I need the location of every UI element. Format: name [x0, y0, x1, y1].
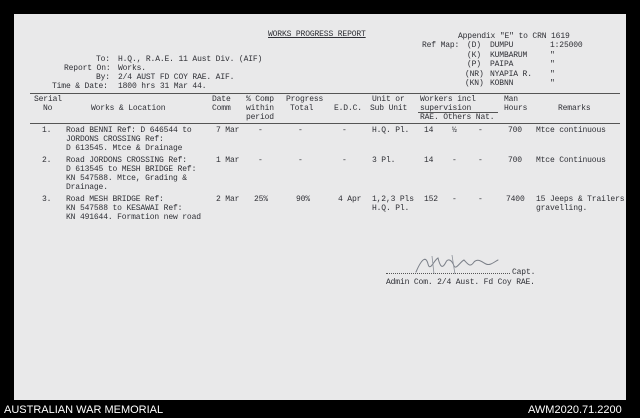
header-workers-sub: RAE. Others Nat.	[420, 113, 495, 122]
table-row-serial: 2.	[42, 156, 52, 165]
header-workers: Workers incl	[420, 95, 476, 104]
table-row-works: D 613545. Mtce & Drainage	[66, 144, 183, 153]
table-row-progress: -	[298, 156, 303, 165]
header-hours: Hours	[504, 104, 528, 113]
table-header-rule	[30, 123, 620, 124]
table-row-remarks: Mtce Continuous	[536, 156, 606, 165]
table-row-remarks: 15 Jeeps & Trailers	[536, 195, 625, 204]
map-name: KUMBARUM	[490, 51, 528, 60]
table-row-date: 7 Mar	[216, 126, 240, 135]
map-scale: "	[550, 51, 555, 60]
header-sub-unit: Sub Unit	[370, 104, 408, 113]
signature-line	[386, 273, 510, 274]
table-row-hours: 7400	[506, 195, 525, 204]
header-man: Man	[504, 95, 518, 104]
table-row-pct: 25%	[254, 195, 268, 204]
header-total: Total	[290, 104, 314, 113]
map-scale: "	[550, 60, 555, 69]
table-row-nat: -	[478, 156, 483, 165]
map-name: NYAPIA R.	[490, 70, 532, 79]
to-value: H.Q., R.A.E. 11 Aust Div. (AIF)	[118, 55, 263, 64]
report-title: WORKS PROGRESS REPORT	[268, 30, 366, 39]
map-code: (P)	[467, 60, 481, 69]
table-row-serial: 1.	[42, 126, 52, 135]
table-row-works: Road JORDONS CROSSING Ref:	[66, 156, 187, 165]
table-row-hours: 700	[508, 126, 522, 135]
header-serial: Serial	[34, 95, 62, 104]
table-row-date: 2 Mar	[216, 195, 240, 204]
by-label: By:	[96, 73, 110, 82]
signature-rank: Capt.	[512, 268, 536, 277]
table-row-serial: 3.	[42, 195, 52, 204]
map-scale: "	[550, 79, 555, 88]
table-row-works: D 613545 to MESH BRIDGE Ref:	[66, 165, 197, 174]
header-date: Date	[212, 95, 231, 104]
table-row-nat: -	[478, 126, 483, 135]
ref-map-label: Ref Map:	[422, 41, 460, 50]
header-unit: Unit or	[372, 95, 405, 104]
appendix-reference: Appendix "E" to CRN 1619	[458, 32, 570, 41]
map-name: KOBNN	[490, 79, 514, 88]
table-row-remarks: gravelling.	[536, 204, 588, 213]
table-row-unit: H.Q. Pl.	[372, 126, 410, 135]
table-row-works: JORDONS CROSSING Ref:	[66, 135, 164, 144]
table-row-date: 1 Mar	[216, 156, 240, 165]
handwritten-signature	[412, 252, 502, 278]
time-date-value: 1800 hrs 31 Mar 44.	[118, 82, 207, 91]
signature-title: Admin Com. 2/4 Aust. Fd Coy RAE.	[386, 278, 535, 287]
header-comm: Comm	[212, 104, 231, 113]
map-code: (NR)	[465, 70, 484, 79]
report-on-value: Works.	[118, 64, 146, 73]
table-row-rae: 14	[424, 156, 434, 165]
table-row-others: -	[452, 156, 457, 165]
header-serial-no: No	[43, 104, 53, 113]
time-date-label: Time & Date:	[52, 82, 108, 91]
map-scale: "	[550, 70, 555, 79]
table-row-unit: 3 Pl.	[372, 156, 396, 165]
map-scale: 1:25000	[550, 41, 583, 50]
table-row-rae: 152	[424, 195, 438, 204]
table-top-rule	[30, 93, 620, 94]
table-row-rae: 14	[424, 126, 434, 135]
header-period: period	[246, 113, 274, 122]
table-row-edc: 4 Apr	[338, 195, 362, 204]
table-row-works: KN 491644. Formation new road	[66, 213, 201, 222]
map-name: DUMPU	[490, 41, 514, 50]
table-row-works: Road MESH BRIDGE Ref:	[66, 195, 164, 204]
report-on-label: Report On:	[64, 64, 111, 73]
table-row-edc: -	[342, 156, 347, 165]
table-row-unit: H.Q. Pl.	[372, 204, 410, 213]
table-row-pct: -	[258, 126, 263, 135]
header-within: within	[246, 104, 274, 113]
header-edc: E.D.C.	[334, 104, 362, 113]
map-code: (D)	[467, 41, 481, 50]
table-row-unit: 1,2,3 Pls	[372, 195, 414, 204]
header-pct-comp: % Comp	[246, 95, 274, 104]
table-row-progress: 90%	[296, 195, 310, 204]
table-row-pct: -	[258, 156, 263, 165]
by-value: 2/4 AUST FD COY RAE. AIF.	[118, 73, 235, 82]
table-row-progress: -	[298, 126, 303, 135]
table-row-hours: 700	[508, 156, 522, 165]
document-page	[14, 14, 626, 400]
table-row-works: KN 547588. Mtce, Grading &	[66, 174, 187, 183]
table-row-works: Drainage.	[66, 183, 108, 192]
table-row-others: -	[452, 195, 457, 204]
map-code: (K)	[467, 51, 481, 60]
table-row-works: KN 547588 to KESAWAI Ref:	[66, 204, 183, 213]
table-row-remarks: Mtce continuous	[536, 126, 606, 135]
header-works-location: Works & Location	[91, 104, 166, 113]
to-label: To:	[96, 55, 110, 64]
map-name: PAIPA	[490, 60, 514, 69]
footer-source: AUSTRALIAN WAR MEMORIAL	[4, 404, 164, 416]
table-row-works: Road BENNI Ref: D 646544 to	[66, 126, 192, 135]
table-row-edc: -	[342, 126, 347, 135]
header-remarks: Remarks	[558, 104, 591, 113]
header-supervision: supervision	[420, 104, 472, 113]
table-row-others: ½	[452, 126, 457, 135]
map-code: (KN)	[465, 79, 484, 88]
header-progress: Progress	[286, 95, 324, 104]
table-row-nat: -	[478, 195, 483, 204]
footer-accession-number: AWM2020.71.2200	[528, 404, 622, 416]
